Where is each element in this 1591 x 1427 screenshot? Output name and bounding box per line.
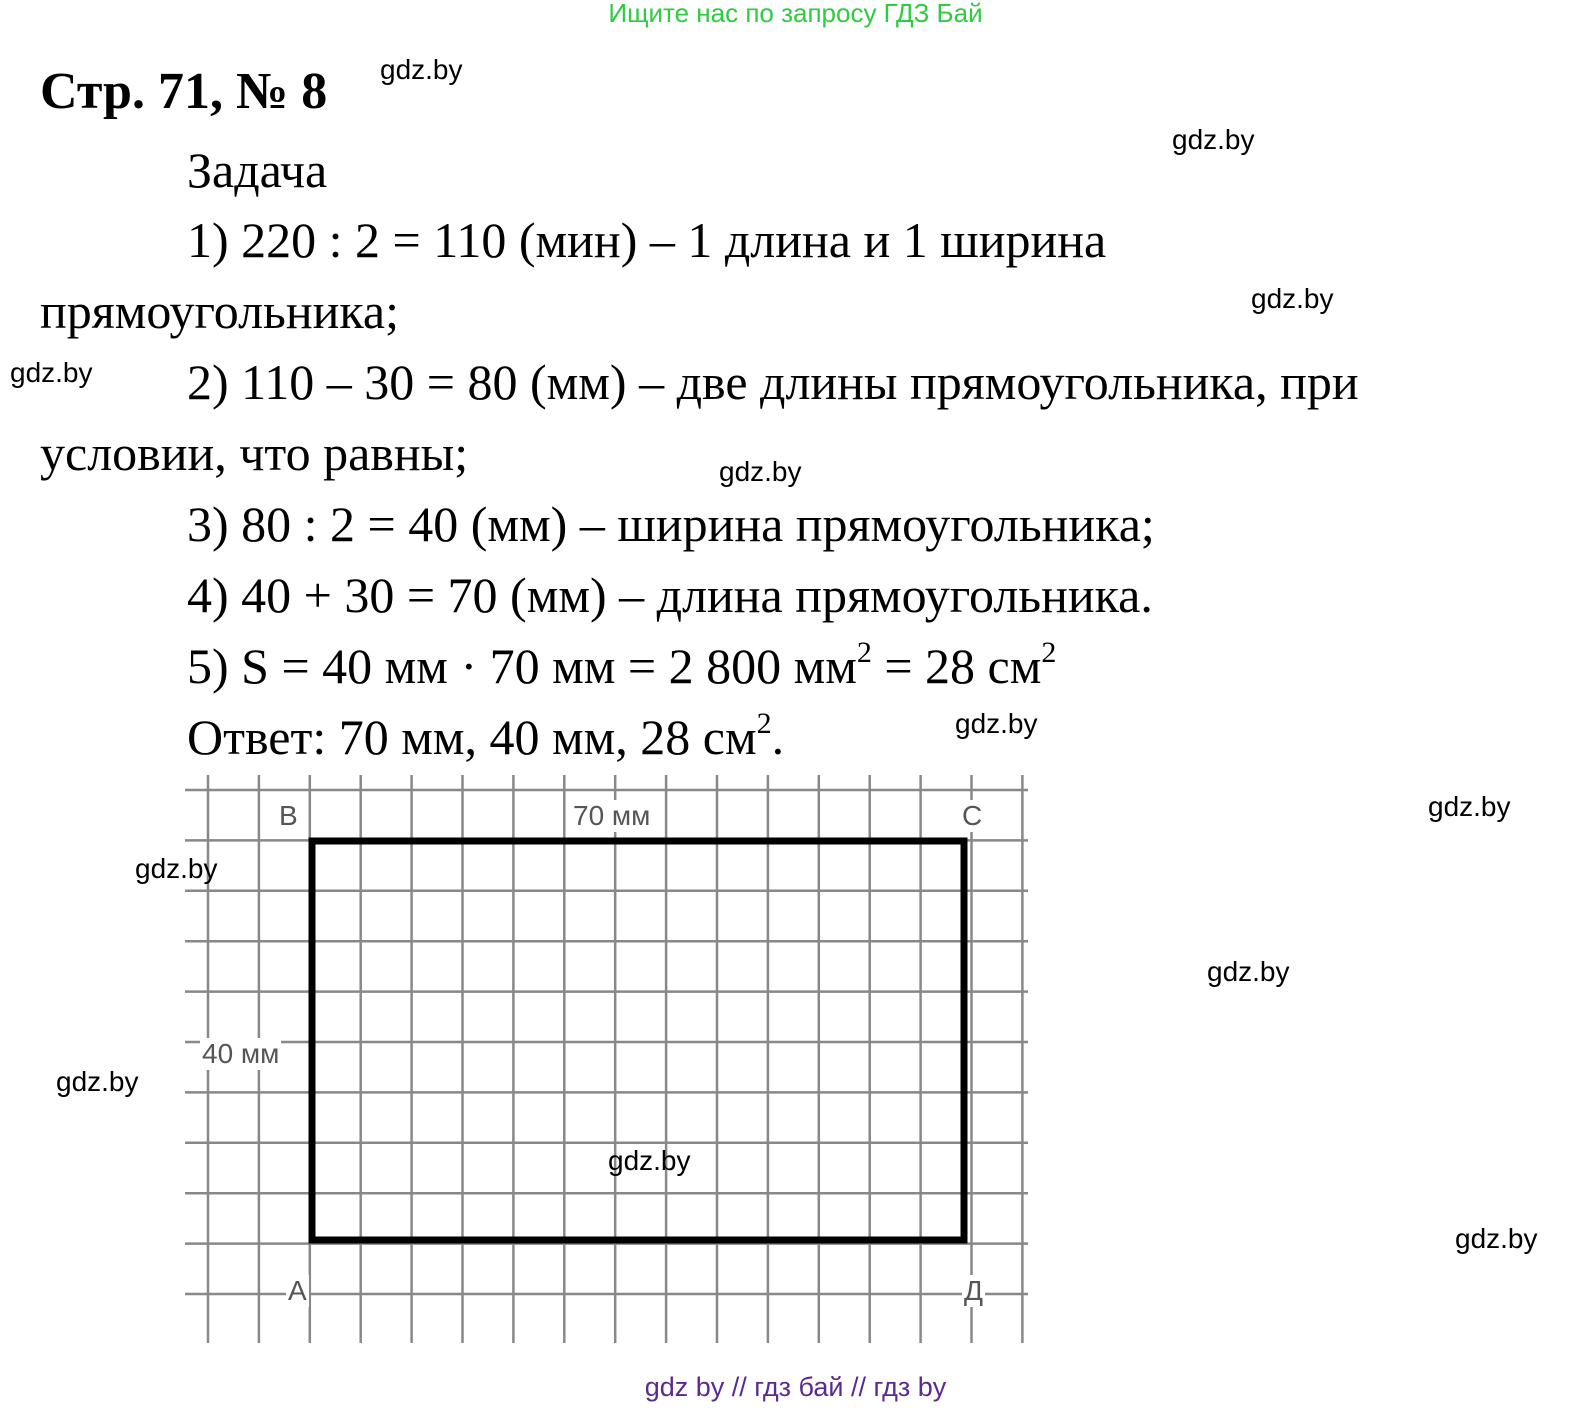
watermark: gdz.by — [608, 1145, 691, 1176]
watermark: gdz.by — [56, 1066, 139, 1097]
top-banner: Ищите нас по запросу ГДЗ Бай — [608, 0, 983, 28]
watermark: gdz.by — [1251, 283, 1334, 314]
watermark: gdz.by — [955, 708, 1038, 739]
vertex-b-label: В — [279, 800, 298, 831]
watermark: gdz.by — [1207, 956, 1290, 987]
watermark: gdz.by — [1428, 791, 1511, 822]
watermark: gdz.by — [380, 54, 463, 85]
watermark: gdz.by — [1455, 1223, 1538, 1254]
vertex-d-label: Д — [964, 1275, 983, 1306]
superscript-2: 2 — [756, 707, 772, 740]
step-3: 3) 80 : 2 = 40 (мм) – ширина прямоугольника; — [187, 496, 1155, 552]
answer-end: . — [771, 709, 785, 765]
step-5-main: 5) S = 40 мм · 70 мм = 2 800 мм — [187, 638, 857, 694]
vertex-a-label: А — [288, 1275, 307, 1306]
page-title: Стр. 71, № 8 — [40, 63, 328, 120]
superscript-2: 2 — [1041, 636, 1057, 669]
superscript-2: 2 — [856, 636, 872, 669]
step-2-line-2: условии, что равны; — [40, 425, 469, 481]
watermark: gdz.by — [1172, 124, 1255, 155]
step-2-line-1: 2) 110 – 30 = 80 (мм) – две длины прямоугольника, при — [187, 354, 1359, 410]
watermark: gdz.by — [135, 853, 218, 884]
step-4: 4) 40 + 30 = 70 (мм) – длина прямоугольника. — [187, 567, 1153, 623]
step-1-line-1: 1) 220 : 2 = 110 (мин) – 1 длина и 1 ширина — [187, 212, 1107, 268]
watermark: gdz.by — [10, 357, 93, 388]
step-1-line-2: прямоугольника; — [40, 283, 399, 339]
rectangle-abcd — [312, 841, 964, 1240]
length-label: 70 мм — [573, 800, 651, 831]
width-label: 40 мм — [202, 1038, 280, 1069]
answer-main: Ответ: 70 мм, 40 мм, 28 см — [187, 709, 757, 765]
vertex-c-label: С — [962, 800, 983, 831]
watermark: gdz.by — [719, 456, 802, 487]
task-heading: Задача — [187, 142, 328, 198]
footer-links: gdz by // гдз бай // гдз by — [644, 1372, 947, 1402]
step-5-mid: = 28 см — [871, 638, 1042, 694]
